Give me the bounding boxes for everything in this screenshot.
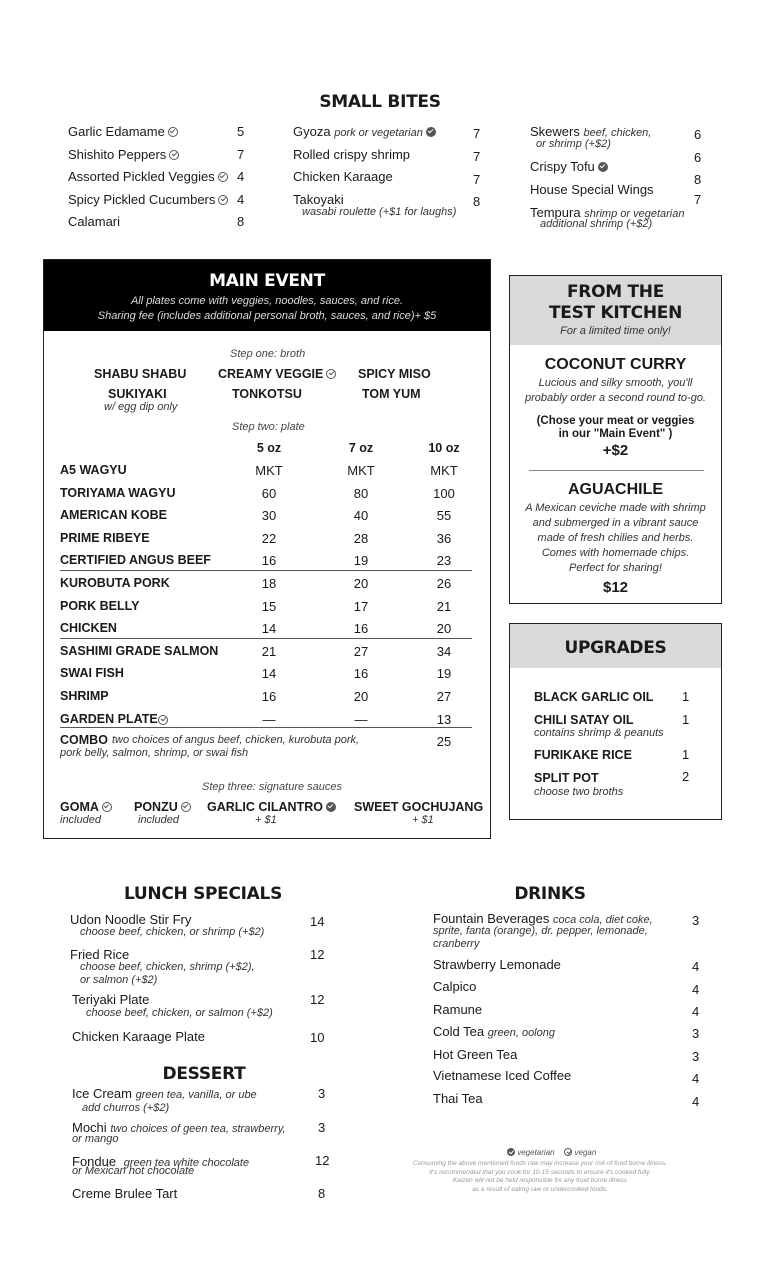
vegetarian-icon bbox=[598, 162, 608, 172]
price: 3 bbox=[692, 913, 700, 928]
menu-item: Takoyaki bbox=[293, 192, 344, 207]
plate-name: A5 WAGYU bbox=[60, 463, 127, 477]
sukiyaki-note: w/ egg dip only bbox=[104, 401, 178, 413]
price: 7 bbox=[473, 126, 481, 141]
menu-item: Skewers beef, chicken, bbox=[530, 124, 652, 139]
plate-row bbox=[60, 685, 474, 707]
plate-price: 20 bbox=[353, 689, 369, 704]
plate-row bbox=[60, 617, 474, 639]
combo-name: COMBO bbox=[60, 733, 108, 747]
test-kitchen-title: TEST KITCHEN bbox=[548, 303, 682, 323]
price: 6 bbox=[694, 150, 702, 165]
menu-item: Strawberry Lemonade bbox=[433, 957, 561, 972]
menu-item: Fried Rice bbox=[70, 947, 130, 962]
combo-desc: pork belly, salmon, shrimp, or swai fish bbox=[60, 747, 249, 759]
price: 10 bbox=[310, 1030, 325, 1045]
menu-item: Fondue green tea white chocolate bbox=[72, 1154, 250, 1169]
plate-row bbox=[60, 662, 474, 684]
plate-name: AMERICAN KOBE bbox=[60, 508, 167, 523]
sauce-ponzu: PONZU bbox=[134, 800, 191, 814]
sauce-sweet-gochujang: SWEET GOCHUJANG bbox=[354, 800, 484, 814]
combo-price: 25 bbox=[436, 734, 452, 749]
price: 12 bbox=[310, 992, 325, 1007]
aguachile-name: AGUACHILE bbox=[567, 481, 664, 498]
plate-name: PORK BELLY bbox=[60, 598, 140, 613]
dessert-title: DESSERT bbox=[162, 1064, 246, 1084]
plate-price: 60 bbox=[261, 485, 277, 501]
sauce-note: + $1 bbox=[255, 814, 277, 826]
plate-price: MKT bbox=[430, 463, 458, 478]
disclaimer-line: Kaizen will not be held responsible for any food borne illness bbox=[452, 1177, 628, 1184]
upgrade-price: 1 bbox=[682, 689, 690, 704]
test-kitchen-title: FROM THE bbox=[566, 282, 665, 302]
upgrade-price: 1 bbox=[682, 712, 690, 727]
menu-item: Gyoza pork or vegetarian bbox=[293, 124, 436, 141]
plate-row bbox=[60, 595, 474, 617]
vegan-icon bbox=[218, 195, 228, 205]
main-event-note: All plates come with veggies, noodles, sauces, and rice. bbox=[130, 295, 404, 307]
combo-desc: two choices of angus beef, chicken, kurobuta pork, bbox=[112, 734, 360, 746]
vegan-icon bbox=[326, 369, 336, 379]
upgrades-header bbox=[510, 624, 721, 668]
upgrade-desc: choose two broths bbox=[534, 786, 624, 798]
plate-price: 55 bbox=[436, 508, 452, 524]
legend-vegetarian: vegetarian bbox=[517, 1148, 555, 1157]
plate-price: 100 bbox=[433, 485, 455, 501]
plate-price: 23 bbox=[436, 553, 452, 569]
plate-price: 13 bbox=[436, 711, 452, 727]
broth-shabu-shabu: SHABU SHABU bbox=[94, 367, 187, 381]
price: 7 bbox=[237, 147, 245, 162]
price: 7 bbox=[473, 172, 481, 187]
vegan-icon bbox=[168, 127, 178, 137]
menu-item: Udon Noodle Stir Fry bbox=[70, 912, 192, 927]
price: 7 bbox=[473, 149, 481, 164]
menu-item: Fountain Beverages coca cola, diet coke, bbox=[433, 911, 653, 926]
vegetarian-icon bbox=[426, 127, 436, 137]
price: 4 bbox=[237, 192, 245, 207]
menu-item: Calpico bbox=[433, 979, 477, 994]
menu-item: Teriyaki Plate bbox=[72, 992, 150, 1007]
plate-price: 18 bbox=[261, 576, 277, 591]
divider bbox=[60, 727, 472, 728]
plate-price: 34 bbox=[436, 643, 452, 659]
upgrades-title: UPGRADES bbox=[564, 638, 667, 658]
aguachile-price: $12 bbox=[602, 579, 629, 596]
plate-name: SWAI FISH bbox=[60, 666, 124, 681]
item-desc: or mango bbox=[72, 1133, 119, 1145]
coconut-curry-name: COCONUT CURRY bbox=[544, 356, 687, 373]
main-event-header bbox=[44, 260, 490, 331]
sauce-note: included bbox=[138, 814, 179, 826]
small-bites-title: SMALL BITES bbox=[319, 92, 441, 112]
menu-item: House Special Wings bbox=[530, 182, 654, 197]
broth-spicy-miso: SPICY MISO bbox=[358, 367, 431, 381]
menu-item: Tempura shrimp or vegetarian bbox=[530, 205, 685, 220]
item-desc: add churros (+$2) bbox=[82, 1102, 170, 1114]
plate-name: KUROBUTA PORK bbox=[60, 576, 170, 590]
plate-row bbox=[60, 572, 474, 594]
main-event-box bbox=[43, 259, 491, 839]
upgrade-name: BLACK GARLIC OIL bbox=[534, 690, 654, 704]
price: 14 bbox=[310, 914, 325, 929]
plate-price: 15 bbox=[261, 598, 277, 614]
price: 3 bbox=[318, 1120, 326, 1135]
menu-item: Vietnamese Iced Coffee bbox=[433, 1068, 572, 1083]
plate-row bbox=[60, 482, 474, 504]
menu-item: Ramune bbox=[433, 1002, 483, 1017]
menu-item: Crispy Tofu bbox=[530, 159, 608, 174]
vegan-icon bbox=[218, 172, 228, 182]
plate-price: 16 bbox=[261, 553, 277, 569]
price: 3 bbox=[692, 1049, 700, 1064]
price: 5 bbox=[237, 124, 245, 139]
price: 12 bbox=[315, 1153, 330, 1168]
item-desc: choose beef, chicken, shrimp (+$2), bbox=[80, 961, 255, 973]
plate-name: TORIYAMA WAGYU bbox=[60, 485, 176, 500]
upgrades-box bbox=[509, 623, 722, 820]
sauce-garlic-cilantro: GARLIC CILANTRO bbox=[207, 800, 336, 814]
coconut-curry-choose: (Chose your meat or veggies bbox=[536, 415, 695, 427]
price: 4 bbox=[692, 1094, 700, 1109]
step-three-label: Step three: signature sauces bbox=[202, 781, 343, 793]
vegan-icon bbox=[564, 1148, 572, 1156]
menu-item: Creme Brulee Tart bbox=[72, 1186, 178, 1201]
size-10oz: 10 oz bbox=[428, 441, 460, 455]
lunch-specials-title: LUNCH SPECIALS bbox=[123, 884, 283, 904]
test-kitchen-subtitle: For a limited time only! bbox=[560, 325, 671, 337]
plate-price: 21 bbox=[436, 598, 452, 614]
aguachile-desc: and submerged in a vibrant sauce bbox=[532, 517, 699, 529]
price: 6 bbox=[694, 127, 702, 142]
plate-price: 26 bbox=[436, 576, 452, 591]
price: 8 bbox=[473, 194, 481, 209]
plate-price: 20 bbox=[436, 621, 452, 637]
plate-price: 16 bbox=[353, 666, 369, 682]
broth-creamy-veggie: CREAMY VEGGIE bbox=[218, 367, 336, 381]
plate-price: 21 bbox=[261, 643, 277, 659]
divider bbox=[60, 570, 472, 571]
upgrade-price: 1 bbox=[682, 747, 690, 762]
test-kitchen-header bbox=[510, 276, 721, 345]
upgrade-name: CHILI SATAY OIL bbox=[534, 713, 634, 727]
plate-name: SHRIMP bbox=[60, 689, 109, 703]
plate-name: GARDEN PLATE bbox=[60, 711, 158, 726]
plate-price: 14 bbox=[261, 666, 277, 682]
menu-item: Mochi two choices of geen tea, strawberry, bbox=[72, 1120, 286, 1135]
plate-price: 16 bbox=[261, 689, 277, 704]
disclaimer bbox=[400, 1160, 680, 1194]
menu-item: Shishito Peppers bbox=[68, 147, 179, 162]
coconut-curry-choose: in our "Main Event" ) bbox=[558, 428, 673, 440]
price: 3 bbox=[692, 1026, 700, 1041]
price: 12 bbox=[310, 947, 325, 962]
vegan-icon bbox=[181, 802, 191, 812]
price: 8 bbox=[694, 172, 702, 187]
broth-sukiyaki: SUKIYAKI bbox=[108, 387, 167, 401]
disclaimer-line: as a result of eating raw or undercooked foods. bbox=[472, 1185, 608, 1193]
aguachile-desc: Perfect for sharing! bbox=[569, 562, 662, 574]
plate-price: 27 bbox=[353, 643, 369, 659]
plate-price: MKT bbox=[255, 463, 283, 478]
plate-price: 40 bbox=[353, 508, 369, 524]
price: 3 bbox=[318, 1086, 326, 1101]
price: 4 bbox=[692, 959, 700, 974]
disclaimer-line: Consuming the above mentioned foods raw may increase your risk of food borne illness. bbox=[413, 1160, 667, 1167]
legend bbox=[504, 1148, 596, 1157]
menu-item: Hot Green Tea bbox=[433, 1047, 518, 1062]
plate-row bbox=[60, 640, 474, 662]
coconut-curry-desc: Lucious and silky smooth, you'll bbox=[538, 377, 693, 389]
plate-price: — bbox=[262, 711, 276, 727]
item-desc: wasabi roulette (+$1 for laughs) bbox=[302, 206, 457, 218]
plate-name: CHICKEN bbox=[60, 621, 117, 636]
plate-price: 28 bbox=[353, 530, 369, 546]
plate-price: MKT bbox=[347, 463, 375, 478]
plate-name: SASHIMI GRADE SALMON bbox=[60, 643, 219, 658]
plate-price: 16 bbox=[353, 621, 369, 637]
price: 7 bbox=[694, 192, 702, 207]
vegan-icon bbox=[169, 150, 179, 160]
broth-tonkotsu: TONKOTSU bbox=[232, 387, 302, 401]
test-kitchen-box bbox=[509, 275, 722, 604]
plate-price: 14 bbox=[261, 621, 277, 637]
menu-item: Rolled crispy shrimp bbox=[293, 147, 411, 162]
size-5oz: 5 oz bbox=[256, 441, 282, 455]
price: 4 bbox=[692, 1004, 700, 1019]
plate-price: 27 bbox=[436, 689, 452, 704]
menu-item: Assorted Pickled Veggies bbox=[68, 169, 228, 184]
price: 4 bbox=[692, 982, 700, 997]
step-two-label: Step two: plate bbox=[232, 421, 305, 433]
vegan-icon bbox=[102, 802, 112, 812]
step-one-label: Step one: broth bbox=[230, 348, 306, 360]
upgrade-desc: contains shrimp & peanuts bbox=[534, 727, 664, 739]
upgrade-name: FURIKAKE RICE bbox=[534, 748, 632, 762]
coconut-curry-desc: probably order a second round to-go. bbox=[524, 392, 706, 404]
item-desc: or shrimp (+$2) bbox=[536, 138, 611, 150]
price: 8 bbox=[237, 214, 245, 229]
divider bbox=[529, 470, 704, 471]
menu-item: Ice Cream green tea, vanilla, or ube bbox=[72, 1086, 257, 1101]
item-desc: additional shrimp (+$2) bbox=[540, 218, 653, 230]
item-desc: or salmon (+$2) bbox=[80, 974, 158, 986]
item-desc: choose beef, chicken, or salmon (+$2) bbox=[86, 1007, 273, 1019]
menu-item: Cold Tea green, oolong bbox=[433, 1024, 555, 1039]
menu-item: Calamari bbox=[68, 214, 121, 229]
drinks-title: DRINKS bbox=[514, 884, 586, 904]
divider bbox=[60, 638, 472, 639]
sauce-goma: GOMA bbox=[60, 800, 112, 814]
disclaimer-line: It's recommended that you cook for 10-15 seconds to ensure it's cooked fully. bbox=[429, 1168, 651, 1176]
broth-tom-yum: TOM YUM bbox=[362, 387, 421, 401]
sauce-note: + $1 bbox=[412, 814, 434, 826]
plate-row bbox=[60, 459, 474, 481]
plate-price: 22 bbox=[261, 530, 277, 546]
plate-row bbox=[60, 504, 474, 526]
legend-vegan: vegan bbox=[574, 1148, 597, 1157]
menu-item: Chicken Karaage Plate bbox=[72, 1029, 205, 1044]
vegetarian-icon bbox=[326, 802, 336, 812]
plate-price: 20 bbox=[353, 576, 369, 591]
item-desc: sprite, fanta (orange), dr. pepper, lemonade, bbox=[433, 925, 648, 937]
plate-price: 19 bbox=[353, 553, 369, 569]
aguachile-desc: made of fresh chilies and herbs. bbox=[537, 532, 694, 544]
plate-row bbox=[60, 549, 474, 571]
upgrade-name: SPLIT POT bbox=[534, 771, 599, 785]
sharing-fee-note: Sharing fee (includes additional personal broth, sauces, and rice)+ $5 bbox=[97, 310, 437, 322]
upgrade-price: 2 bbox=[682, 769, 690, 784]
menu-item: Thai Tea bbox=[433, 1091, 483, 1106]
item-desc: cranberry bbox=[433, 938, 480, 950]
aguachile-desc: Comes with homemade chips. bbox=[541, 547, 690, 559]
price: 4 bbox=[692, 1071, 700, 1086]
price: 8 bbox=[318, 1186, 326, 1201]
size-7oz: 7 oz bbox=[348, 441, 374, 455]
sauce-note: included bbox=[60, 814, 101, 826]
plate-price: 17 bbox=[353, 598, 369, 614]
plate-row bbox=[60, 527, 474, 549]
menu-item: Spicy Pickled Cucumbers bbox=[68, 192, 228, 207]
item-desc: or Mexican hot chocolate bbox=[72, 1165, 195, 1177]
vegetarian-icon bbox=[507, 1148, 515, 1156]
price: 4 bbox=[237, 169, 245, 184]
item-desc: choose beef, chicken, or shrimp (+$2) bbox=[80, 926, 265, 938]
plate-price: 80 bbox=[353, 485, 369, 501]
main-event-title: MAIN EVENT bbox=[209, 271, 325, 291]
menu-item: Garlic Edamame bbox=[68, 124, 178, 139]
plate-price: 30 bbox=[261, 508, 277, 524]
aguachile-desc: A Mexican ceviche made with shrimp bbox=[525, 502, 706, 514]
plate-price: 36 bbox=[436, 530, 452, 546]
plate-name: CERTIFIED ANGUS BEEF bbox=[60, 553, 211, 568]
vegan-icon bbox=[158, 715, 168, 725]
plate-name: PRIME RIBEYE bbox=[60, 530, 150, 545]
menu-item: Chicken Karaage bbox=[293, 169, 393, 184]
plate-price: — bbox=[354, 711, 368, 727]
plate-price: 19 bbox=[436, 666, 452, 682]
coconut-curry-price: +$2 bbox=[602, 442, 629, 459]
